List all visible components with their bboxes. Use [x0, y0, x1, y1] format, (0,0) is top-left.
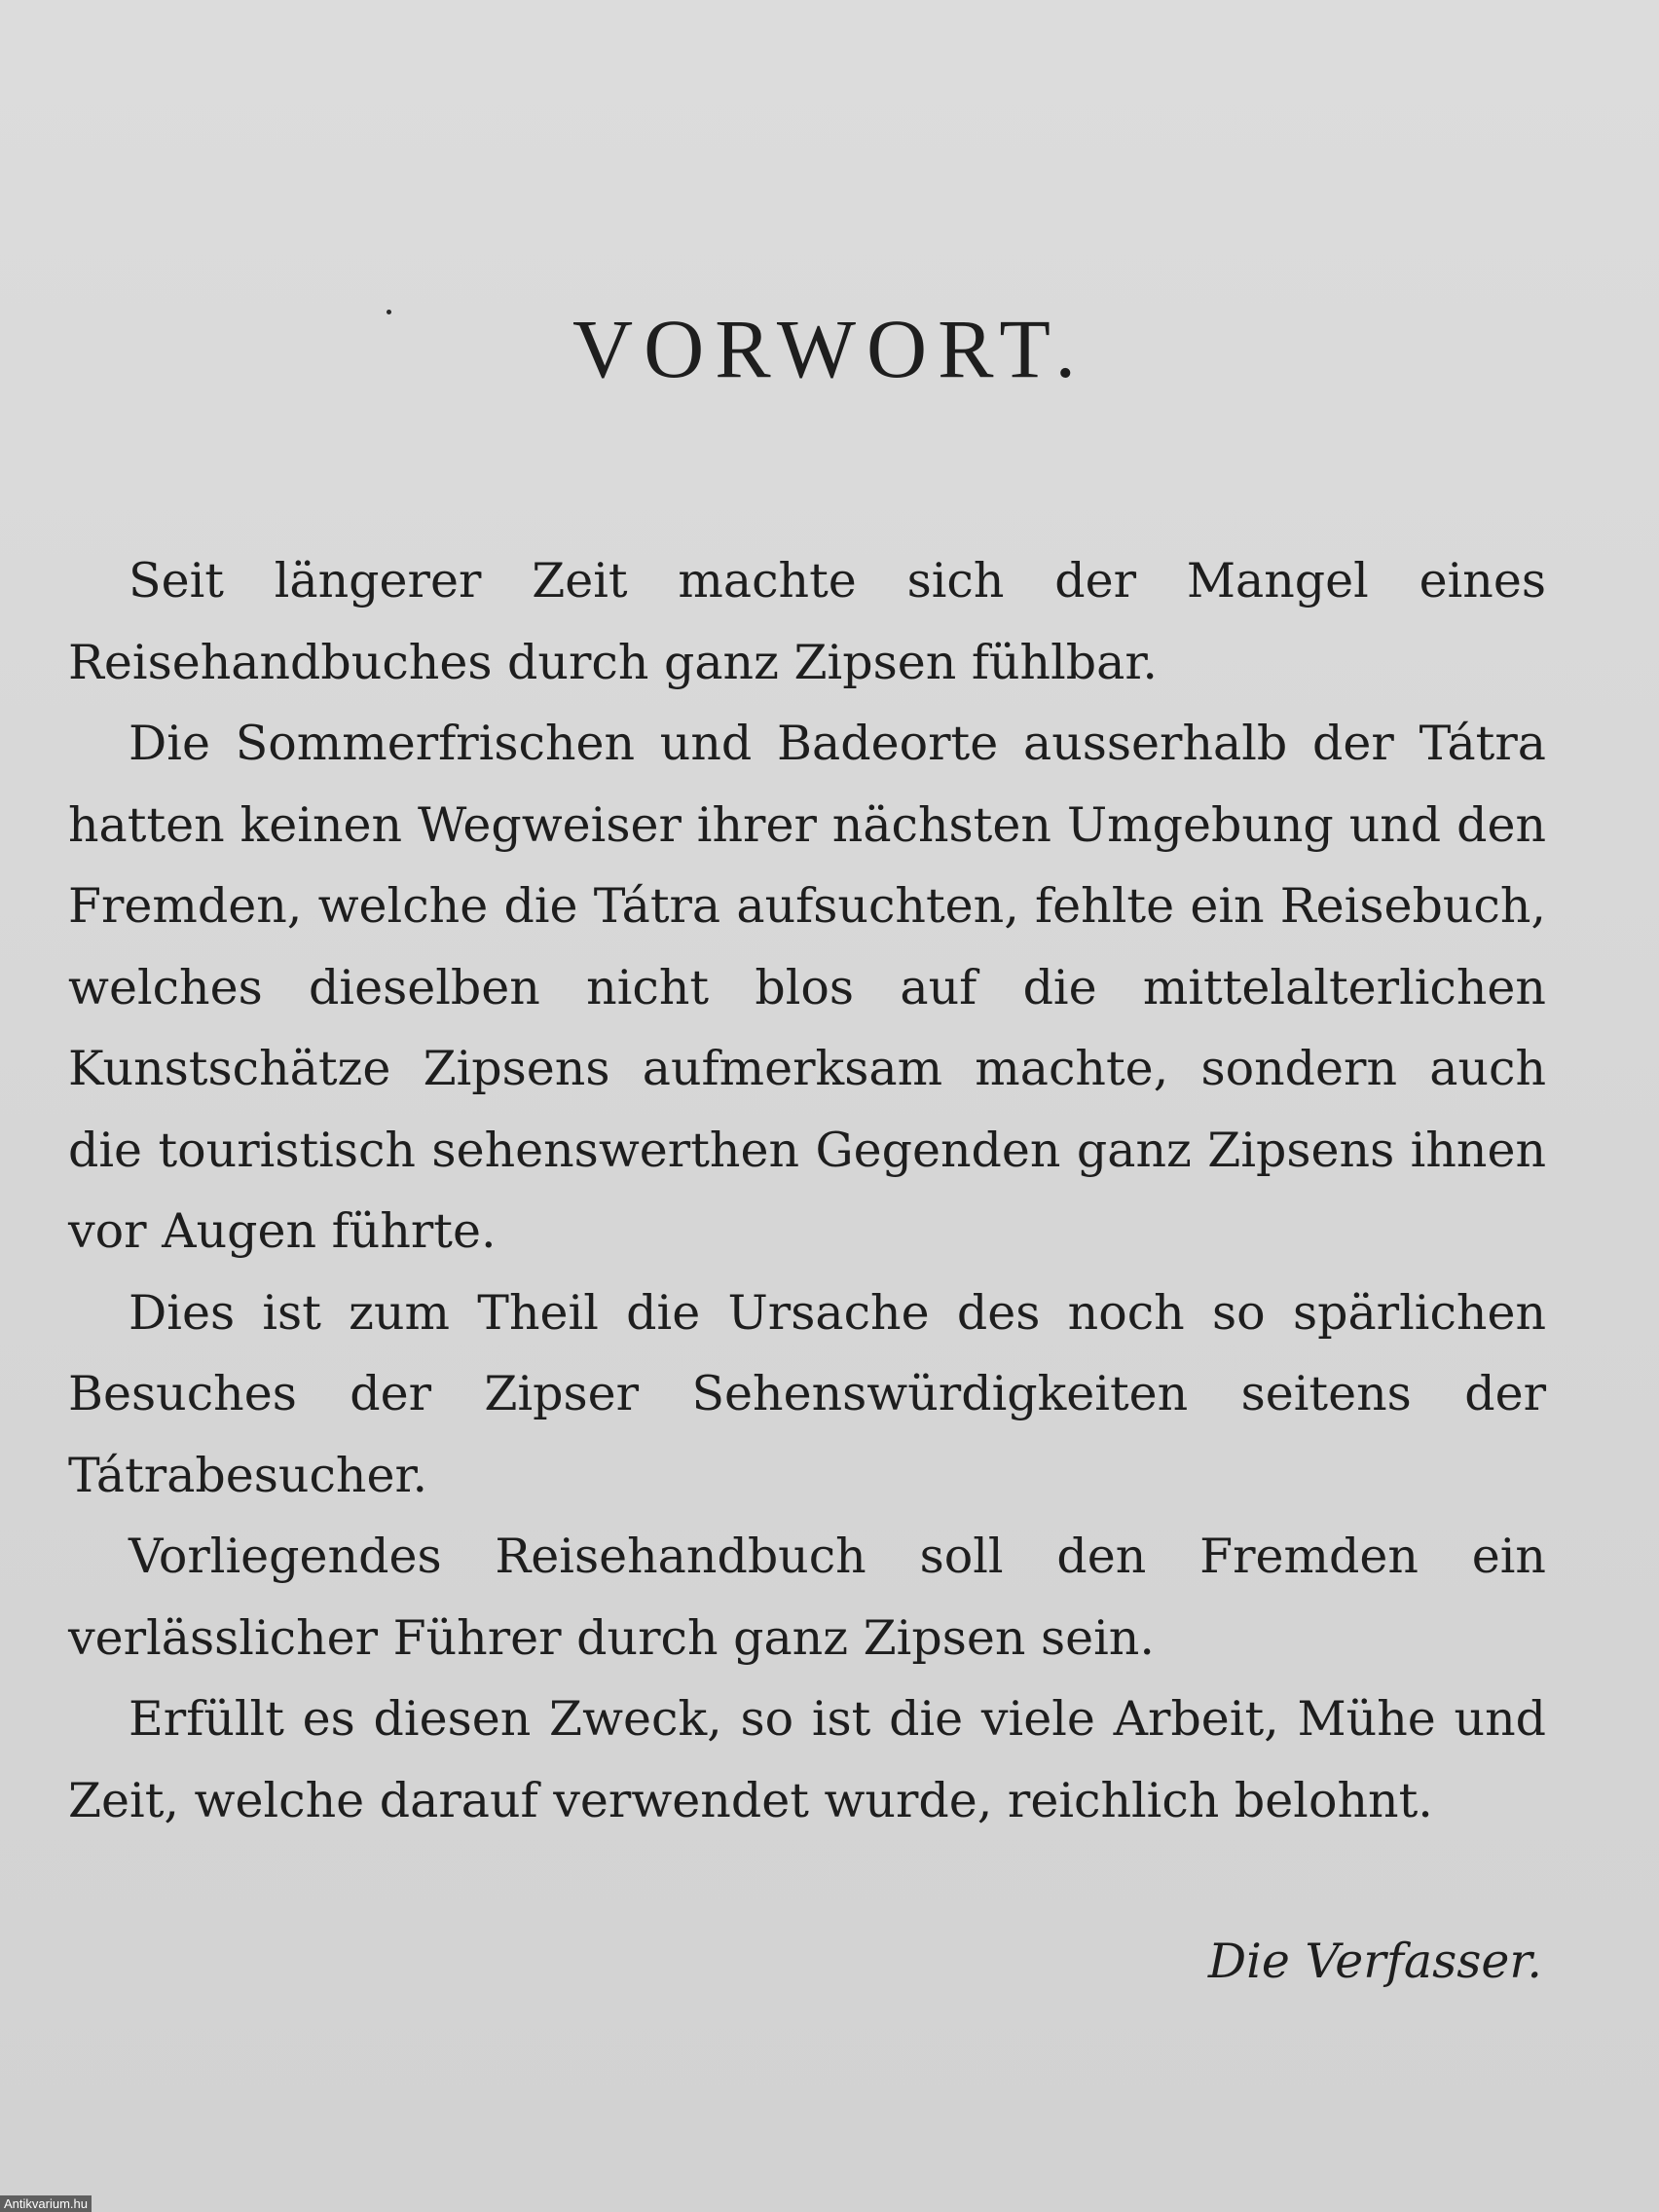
paragraph-5: Erfüllt es diesen Zweck, so ist die viele Arbeit, Mühe und Zeit, welche darauf verwendet wurde, reichlich belohnt. — [68, 1691, 1546, 1828]
signature: Die Verfasser. — [1207, 1934, 1542, 1989]
paragraph-3: Dies ist zum Theil die Ursache des noch so spärlichen Besuches der Zipser Sehenswürdigkeiten seitens der Tátrabesucher. — [68, 1284, 1546, 1503]
paragraph-2: Die Sommerfrischen und Badeorte ausserhalb der Tátra hatten keinen Wegweiser ihrer nächsten Umgebung und den Fremden, welche die Tátra aufsuchten, fehlte ein Reisebuch, welches dieselben nicht blos auf die mittelalterlichen Kunstschätze Zipsens aufmerksam machte, sondern auch die touristisch sehenswerthen Gegenden ganz Zipsens ihnen vor Augen führte. — [68, 716, 1546, 1259]
preface-text — [68, 540, 1546, 1841]
paragraph-1: Seit längerer Zeit machte sich der Mangel eines Reisehandbuches durch ganz Zipsen fühlbar. — [68, 553, 1546, 690]
page-title: VORWORT. — [572, 302, 1087, 395]
watermark: Antikvarium.hu — [0, 2195, 92, 2212]
paragraph-4: Vorliegendes Reisehandbuch soll den Fremden ein verlässlicher Führer durch ganz Zipsen sein. — [68, 1529, 1546, 1666]
